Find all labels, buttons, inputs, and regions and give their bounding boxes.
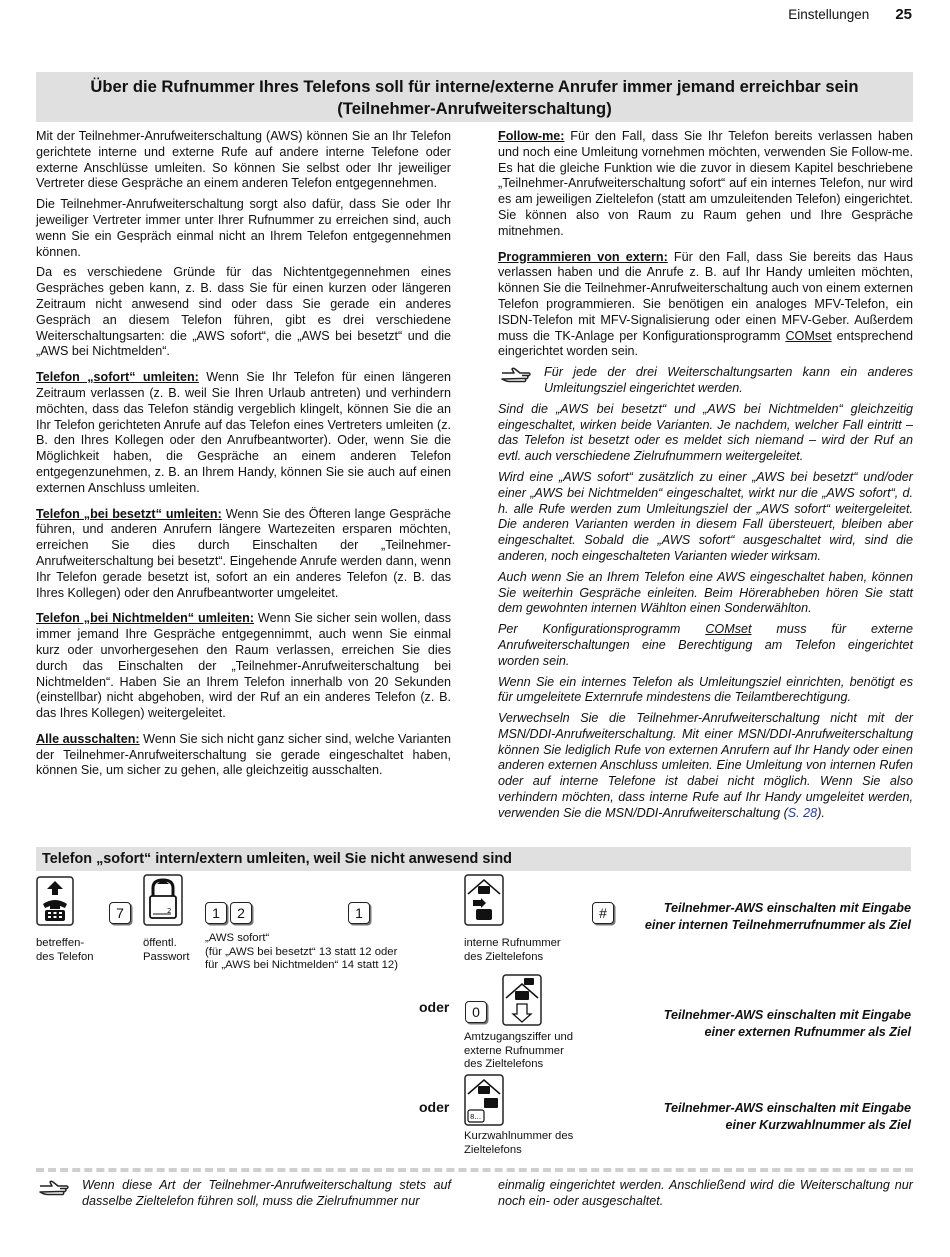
extern-heading: Programmieren von extern:: [498, 249, 668, 264]
key-hash: #: [592, 902, 614, 924]
sofort-heading: Telefon „sofort“ umleiten:: [36, 370, 199, 385]
caption-internal-number: interne Rufnummer des Zieltelefons: [464, 937, 561, 963]
svg-text:2: 2: [167, 907, 172, 915]
page-number: 25: [895, 6, 912, 23]
intro-paragraph-2: Die Teilnehmer-Anrufweiterschaltung sorgt also dafür, dass Sie oder Ihr jeweiliger Vertreter immer unter Ihrer Rufnummer zu erreichen sind, auch wenn Sie ein Gespräch einmal nicht an Ihrem Telefon entgegennehmen können.: [36, 197, 451, 259]
divider: [36, 1168, 913, 1172]
external-target-phone-icon: [502, 974, 542, 1026]
key-1: 1: [205, 902, 227, 924]
note-1: Für jede der drei Weiterschaltungsarten kann ein anderes Umleitungsziel eingerichtet werden.: [544, 365, 913, 395]
handset-lift-icon: [36, 876, 74, 926]
sofort-text: Wenn Sie Ihr Telefon für einen längeren Zeitraum verlassen (z. B. weil Sie Ihren Urlaub antreten) und verhindern möchten, dass das Telefon ständig vergeblich klingelt, können Sie die an Ihr Telefon gerichteten Anrufe auf das Telefon eines Vertreters umleiten (z. B. den Ihres Kollegen oder den Anrufbeantworter). Oder, wenn Sie die Möglichkeit haben, die Gespräche an einem anderen Telefon entgegenzunehmen, z. B. an Ihrem Handy, können Sie sie auch auf einen externen Anschluss umleiten.: [36, 370, 451, 495]
section-name: Einstellungen: [788, 7, 870, 22]
intro-paragraph-3: Da es verschiedene Gründe für das Nichtentgegennehmen eines Gespräches geben kann, z. B. dass Sie für einen kurzen oder längeren Zeitraum nicht anwesend sind oder dass Sie gerade ein anderes Gespräch an diesem Telefon führen, gibt es drei verschiedene Weiterschaltungsarten: die „AWS sofort“, die „AWS bei besetzt“ und die „AWS bei Nichtmelden“.: [36, 265, 451, 359]
besetzt-paragraph: [36, 507, 451, 602]
alle-text: Wenn Sie sich nicht ganz sicher sind, welche Varianten der Teilnehmer-Anrufweiterschaltung sie gerade eingeschaltet haben, können Sie, um sicher zu gehen, alle gleichzeitig ausschalten.: [36, 731, 451, 778]
key-0: 0: [465, 1001, 487, 1023]
alle-paragraph: [36, 732, 451, 779]
note-7: [498, 711, 913, 822]
note-5-a: Per Konfigurationsprogramm: [498, 622, 706, 637]
bottom-note-right: einmalig eingerichtet werden. Anschließend wird die Weiterschaltung nur noch ein- oder ausgeschaltet.: [498, 1178, 913, 1208]
caption-code: „AWS sofort“ (für „AWS bei besetzt“ 13 statt 12 oder für „AWS bei Nichtmelden“ 14 statt 12): [205, 932, 398, 972]
page-28-link[interactable]: S. 28: [787, 805, 818, 820]
caption-speed-dial: Kurzwahlnummer des Zieltelefons: [464, 1130, 574, 1156]
left-column: [36, 129, 451, 784]
extern-text-b: entsprechend eingerichtet worden sein.: [498, 328, 913, 359]
bottom-note-left-text: Wenn diese Art der Teilnehmer-Anrufweiterschaltung stets auf dasselbe Zieltelefon führen soll, muss die Zielrufnummer nur: [82, 1178, 451, 1208]
caption-password: öffentl. Passwort: [143, 937, 190, 963]
caption-phone: betreffen- des Telefon: [36, 937, 94, 963]
comset-term-2: COMset: [705, 622, 752, 637]
procedure-title: Telefon „sofort“ intern/extern umleiten, weil Sie nicht anwesend sind: [36, 847, 911, 871]
extern-text-a: Für den Fall, dass Sie bereits das Haus verlassen haben und die Anrufe z. B. auf Ihr Handy umleiten möchten, können Sie die Teilnehmer-Anrufweiterschaltung auch von einem externen Telefon programmieren. Sie benötigen ein analoges MFV-Telefon, ein ISDN-Telefon mit MFV-Signalisierung oder einen MFV-Geber. Außerdem muss die TK-Anlage per Konfigurationsprogramm: [498, 249, 913, 343]
note-3: Wird eine „AWS sofort“ zusätzlich zu einer „AWS bei besetzt“ und/oder einer „AWS bei Nichtmelden“ eingeschaltet, wirkt nur die „AWS sofort“, d. h. alle Rufe werden zum Umleitungsziel der „AWS sofort“ weitergeleitet. Die anderen Varianten werden in diesem Fall übersteuert, bleiben aber eingeschaltet. Sobald die „AWS sofort“ ausgeschaltet wird, sind die anderen, noch eingeschalteten Varianten wieder wirksam.: [498, 469, 913, 563]
key-2: 2: [230, 902, 252, 924]
besetzt-heading: Telefon „bei besetzt“ umleiten:: [36, 506, 222, 521]
intro-paragraph-1: Mit der Teilnehmer-Anrufweiterschaltung (AWS) können Sie an Ihr Telefon gerichtete interne und externe Rufe auf andere interne Telefone oder externe Anschlüsse umleiten. So können Sie selbst oder Ihr jeweiliger Vertreter diese Gespräche an einem anderen Telefon entgegennehmen.: [36, 129, 451, 191]
extern-paragraph: [498, 250, 913, 361]
title-line-2: (Teilnehmer-Anrufweiterschaltung): [337, 99, 612, 118]
key-7: 7: [109, 902, 131, 924]
oder-label-2: oder: [419, 1099, 450, 1115]
result-external: Teilnehmer-AWS einschalten mit Eingabe einer externen Rufnummer als Ziel: [663, 1008, 911, 1039]
nichtmelden-paragraph: [36, 611, 451, 722]
padlock-icon: [143, 874, 183, 926]
follow-me-text: Für den Fall, dass Sie Ihr Telefon bereits verlassen haben und noch eine Umleitung vornehmen möchten, verwenden Sie Follow-me. Es hat die gleiche Funktion wie die zuvor in diesem Kapitel beschriebene „Teilnehmer-Anrufweiterschaltung sofort“ auf ein internes Telefon, nur wird es am jeweiligen Zieltelefon (statt am umzuleitenden Telefon) eingerichtet. Sie können also von Raum zu Raum gehen und Ihre Gespräche mitnehmen.: [498, 129, 913, 238]
speed-dial-badge: 8...: [470, 1113, 482, 1121]
pointing-hand-icon-bottom: [36, 1178, 72, 1198]
caption-external-number: Amtzugangsziffer und externe Rufnummer des Zieltelefons: [464, 1031, 574, 1071]
follow-me-heading: Follow-me:: [498, 129, 565, 143]
follow-me-paragraph: [498, 129, 913, 240]
pointing-hand-icon: [498, 365, 534, 385]
note-5-b: muss für externe Anrufweiterschaltungen eine Berechtigung am Telefon eingerichtet worden sein.: [498, 622, 913, 668]
target-phone-icon: [464, 874, 504, 926]
note-5: [498, 622, 913, 669]
besetzt-text: Wenn Sie des Öfteren lange Gespräche führen, und anderen Anrufern längere Wartezeiten ersparen möchten, erreichen Sie dies durch Einschalten der „Teilnehmer-Anrufweiterschaltung bei besetzt“. Eingehende Anrufe werden dann, wenn Ihr Telefon gerade besetzt ist, sofort an ein anderes Telefon (z. B. das Ihres Kollegen) oder den Anrufbeantworter umgeleitet.: [36, 506, 452, 600]
page-title: [36, 72, 913, 122]
speed-dial-phone-icon: [464, 1074, 504, 1126]
note-6: Wenn Sie ein internes Telefon als Umleitungsziel einrichten, benötigt es für umgeleitete Externrufe mindestens die Teilamtberechtigung.: [498, 674, 913, 705]
result-internal: Teilnehmer-AWS einschalten mit Eingabe einer internen Teilnehmerrufnummer als Ziel: [644, 901, 911, 932]
result-speed-dial: Teilnehmer-AWS einschalten mit Eingabe einer Kurzwahlnummer als Ziel: [663, 1101, 911, 1132]
nichtmelden-text: Wenn Sie sicher sein wollen, dass immer jemand Ihre Gespräche entgegennimmt, auch wenn Sie einmal kurz oder unvorhergesehen den Raum verlassen, erreichen Sie dies durch das Einschalten der „Teilnehmer-Anrufweiterschaltung bei Nichtmelden“. Haben Sie an Ihrem Telefon innerhalb von 20 Sekunden (einstellbar) nicht abgehoben, wird der Ruf an ein anderes Telefon (z. B. das Ihres Kollegen) weitergeleitet.: [36, 611, 451, 721]
alle-heading: Alle ausschalten:: [36, 731, 140, 746]
bottom-note-left: [36, 1178, 451, 1210]
note-7-a: Verwechseln Sie die Teilnehmer-Anrufweiterschaltung nicht mit der MSN/DDI-Anrufweiterschaltung. Mit einer MSN/DDI-Anrufweiterschaltung können Sie lediglich Rufe von externen Anrufern auf Ihr Handy oder einen anderen externen Anschluss umleiten. Eine Umleitung von internen Rufen oder auf interne Telefone ist dabei nicht möglich. Wenn Sie also verhindern möchten, dass interne Rufe auf Ihr Handy umgeleitet werden, verwenden Sie die MSN/DDI-Anrufweiterschaltung (: [498, 711, 913, 820]
page-header: [788, 6, 912, 28]
sofort-paragraph: [36, 370, 451, 496]
title-line-1: Über die Rufnummer Ihres Telefons soll für interne/externe Anrufer immer jemand erreichbar sein: [90, 77, 859, 96]
note-2: Sind die „AWS bei besetzt“ und „AWS bei Nichtmelden“ gleichzeitig eingeschaltet, wirken beide Varianten. Je nachdem, welcher Fall eintritt – das Telefon ist besetzt oder es meldet sich niemand – wird der Ruf an evtl. auch verschiedene Zielrufnummern weitergeleitet.: [498, 401, 913, 464]
key-1-internal: 1: [348, 902, 370, 924]
comset-term: COMset: [785, 328, 832, 343]
right-column: [498, 129, 913, 827]
note-with-hand: [498, 365, 913, 397]
oder-label-1: oder: [419, 999, 450, 1015]
note-7-b: ).: [817, 805, 825, 820]
nichtmelden-heading: Telefon „bei Nichtmelden“ umleiten:: [36, 611, 254, 626]
note-4: Auch wenn Sie an Ihrem Telefon eine AWS eingeschaltet haben, können Sie weiterhin Gespräche einleiten. Beim Hörerabheben hören Sie statt dem gewohnten internen Wählton einen Sonderwählton.: [498, 569, 913, 616]
